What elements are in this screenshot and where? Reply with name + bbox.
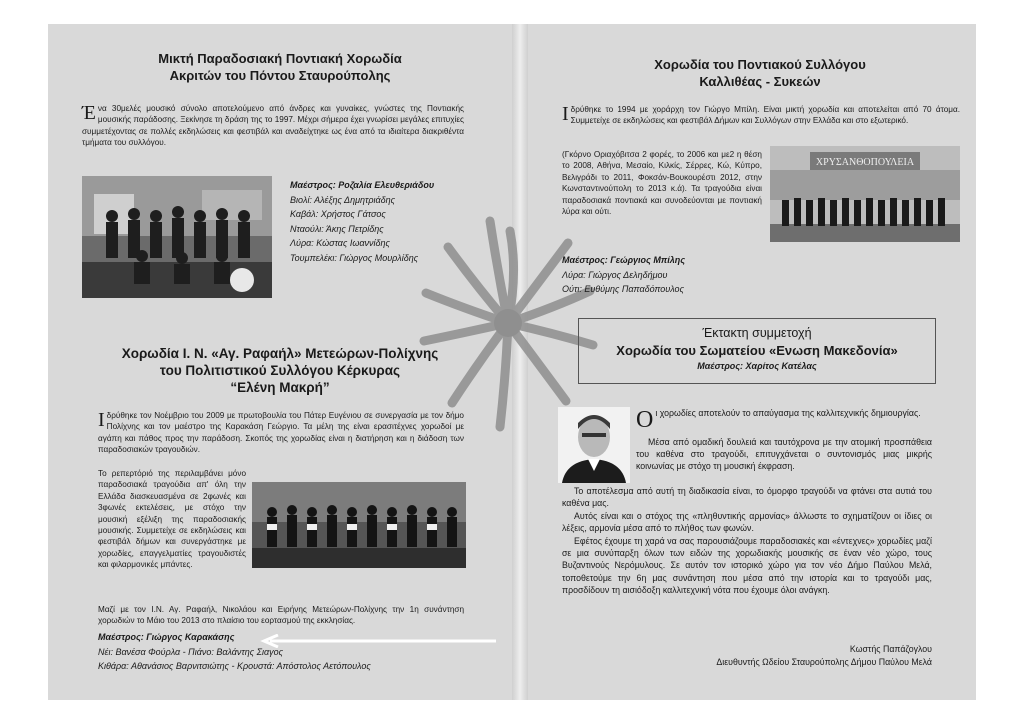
dropcap: Ο [636,407,654,433]
paragraph: Το αποτέλεσμα από αυτή τη διαδικασία είναι, το όμορφο τραγούδι να φτάνει στα αυτιά του καθένα μας. [562,486,932,509]
credit-line: Κιθάρα: Αθανάσιος Βαρνιτσιώτης - Κρουστά: Απόστολος Αετόπουλος [98,661,371,671]
box-conductor: Μαέστρος: Χαρίτος Κατέλας [697,361,817,371]
section-title-rafail [90,345,470,396]
rafail-meeting [98,604,464,627]
special-participation-box [578,318,936,384]
dropcap: Ι [562,103,569,125]
signature [600,643,932,669]
credit-conductor: Μαέστρος: Ροζαλία Ελευθεριάδου [290,180,435,190]
paragraph: Αυτός είναι και ο στόχος της «πληθυντικής αρμονίας» άλλωστε το σχηματίζουν οι ίδιες οι λέξεις, αρμονία μέσα από το πλήθος των φωνών. [562,510,932,534]
title-line: Καλλιθέας - Συκεών [699,74,821,89]
signature-title: Διευθυντής Ωδείου Σταυρούπολης Δήμου Παύλου Μελά [716,657,932,667]
akriton-credits [290,178,470,265]
akriton-description [82,103,464,149]
section-title-akriton [90,50,470,84]
choir-photo-akriton [82,176,272,298]
intro-first-paragraph [636,408,932,431]
arrow-left-icon [258,634,498,648]
choir-photo-kallitheas [770,146,960,242]
paragraph: (Γκόρνο Οριαχόβιτσα 2 φορές, το 2006 και με2 η θέση το 2008, Αθήνα, Μεσαίο, Κιλκίς, Σέρρες, Κώ, Κύπρο, Βελιγράδι το 2011, Φοκσάν-Βουκουρέστι 2012, στην Κωνσταντινούπολη το 2013 κ.ά). Τα τραγούδια είναι παραδοσιακά ποντιακά και συνοδεύονται με ποντιακή λύρα και ούτι. [562,150,762,217]
rafail-description [98,410,464,456]
paragraph: δρύθηκε τον Νοέμβριο του 2009 με πρωτοβουλία του Πάτερ Ευγένιου σε συνεργασία με τον δήμο Πολίχνης και τον μαέστρο της Καρακάση Γεώργιο. Τα μέλη της είναι ερασιτέχνες χορωδοί με αγάπη και πάθος προς την παράδοση. Σκοπός της χορωδίας είναι η διατήρηση και η διάδοση των παραδοσιακών τραγουδιών. [98,411,464,455]
kallitheas-tours [562,149,762,217]
dropcap: Ι [98,409,105,431]
portrait-photo [558,407,630,483]
kallitheas-credits [562,253,822,297]
intro-text [636,436,932,473]
kallitheas-description [562,104,960,127]
paragraph: Μαζί με τον Ι.Ν. Αγ. Ραφαήλ, Νικολάου και Ειρήνης Μετεώρων-Πολίχνης την 1η συνάντηση χορωδιών το Μάιο του 2013 στο πλαίσιο του εορτασμού της εκκλησίας. [98,605,464,626]
title-line: Ακριτών του Πόντου Σταυρούπολης [169,68,391,83]
signature-name: Κωστής Παπάζογλου [849,644,932,654]
paragraph: να 30μελές μουσικό σύνολο αποτελούμενο από άνδρες και γυναίκες, γνώστες της Ποντιακής μουσικής παράδοσης. Ξεκίνησε τη δράση της το 1997. Μέχρι σήμερα έχει γνωρίσει μεγάλες επιτυχίες συμμετέχοντας σε πολλές εκδηλώσεις και φεστιβάλ και αναδείχτηκε ως ένα από τα ιδιαίτερα διακριθέντα τμήματα του συλλόγου. [82,104,464,148]
title-line: Χορωδία Ι. Ν. «Αγ. Ραφαήλ» Μετεώρων-Πολίχνης [121,346,439,361]
title-line: Χορωδία του Ποντιακού Συλλόγου [654,57,866,72]
section-title-kallitheas [560,56,960,90]
paragraph: Το ρεπερτόριό της περιλαμβάνει μόνο παραδοσιακά τραγούδια απ' όλη την Ελλάδα διασκευασμένα σε 2φωνές και 3φωνές εκτελέσεις, με στόχο την μουσική εξέλιξη της παραδοσιακής μουσικής. Συμμετείχε σε εκδηλώσεις και φεστιβάλ δήμων και συνεργάστηκε με χορωδίες, επαγγελματίες τραγουδιστές και φιλαρμονικές μπάντες. [98,469,246,570]
dropcap: Έ [82,102,96,124]
box-line: Έκτακτη συμμετοχή [702,326,812,340]
paragraph: ι χορωδίες αποτελούν το απαύγασμα της καλλιτεχνικής δημιουργίας. [655,408,921,418]
credit-line: Λύρα: Γιώργος Δεληδήμου [562,269,668,280]
credit-conductor: Μαέστρος: Γιώργος Καρακάσης [98,632,235,642]
banner-text: ΧΡΥΣΑΝΘΟΠΟΥΛΕΙΑ [815,157,915,168]
credit-line: Καβάλ: Χρήστος Γάτσος [290,209,386,219]
credit-line: Νταούλι: Άκης Πετρίδης [290,223,384,234]
credit-line: Νέι: Βανέσα Φούρλα - Πιάνο: Βαλάντης Σιαγος [98,646,284,657]
paragraph: δρύθηκε το 1994 με χοράρχη τον Γιώργο Μπίλη. Είναι μικτή χορωδία και αποτελείται από 70 άτομα. Συμμετείχε σε εκδηλώσεις και φεστιβάλ Δήμων και Συλλόγων στην Ελλάδα και στο εξωτερικό. [570,105,960,126]
title-line: του Πολιτιστικού Συλλόγου Κέρκυρας [159,363,401,378]
credit-conductor: Μαέστρος: Γεώργιος Μπίλης [562,255,686,265]
credit-line: Τουμπελέκι: Γιώργος Μουρλίδης [290,252,419,263]
intro-text-continued [562,485,932,597]
credit-line: Ούτι: Ευθύμης Παπαδόπουλος [562,284,684,294]
title-line: Μικτή Παραδοσιακή Ποντιακή Χορωδία [158,51,402,66]
credit-line: Βιολί: Αλέξης Δημητριάδης [290,194,396,205]
title-line: “Ελένη Μακρή” [230,380,330,395]
box-line: Χορωδία του Σωματείου «Ενωση Μακεδονία» [616,343,898,358]
paragraph: Μέσα από ομαδική δουλειά και ταυτόχρονα με την ατομική προσπάθεια του καθένα στο τραγούδι, επιτυγχάνεται ο συντονισμός μιας μικρής κοινωνίας με στόχο τη μουσική έκφραση. [636,437,932,472]
rafail-repertoire [98,468,246,571]
credit-line: Λύρα: Κώστας Ιωαννίδης [290,238,390,248]
choir-photo-rafail [252,482,466,568]
paragraph: Εφέτος έχουμε τη χαρά να σας παρουσιάζουμε παραδοσιακές και «έντεχνες» χορωδίες μαζί σε μια συνύπαρξη όλων των ειδών της χορωδιακής μουσικής σε έναν νέο χώρο, τους Βυζαντινούς Νερόμυλους. Σε αυτόν τον ιστορικό χώρο για τον νέο Δήμο Παύλου Μελά, τοποθετούμε την 6η μας συνάντηση που μέσα από την ιστορία και το τραγούδι μας, προσδίδουν τη αισιόδοξη καλλιτεχνική νότα που έχουμε όλοι ανάγκη. [562,535,932,596]
